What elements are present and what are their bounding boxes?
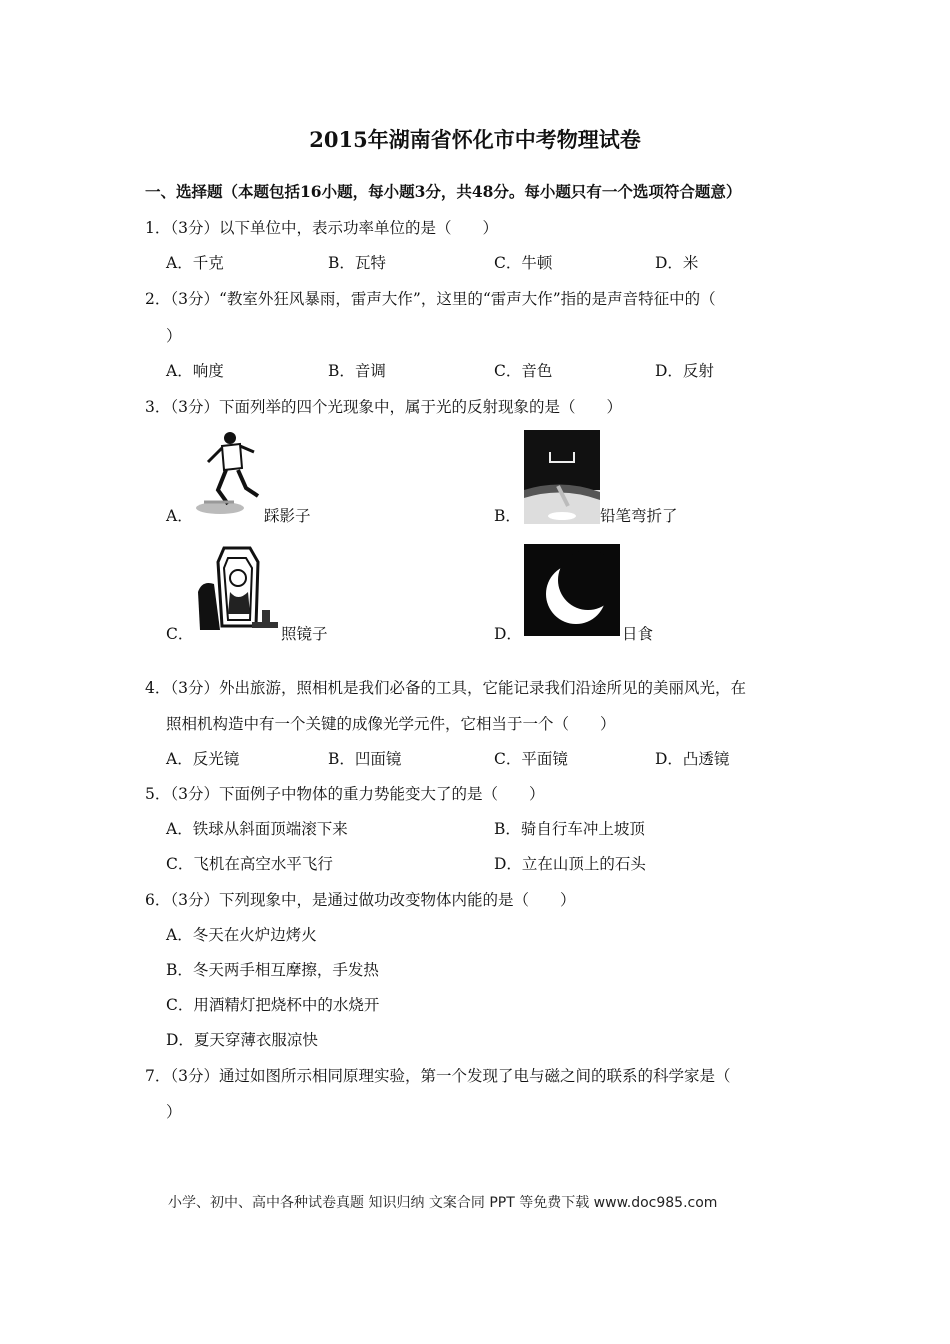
- section-heading: 一、选择题（本题包括16小题，每小题3分，共48分。每小题只有一个选项符合题意）: [145, 182, 742, 201]
- q4-option-a: A．反光镜: [166, 750, 240, 768]
- question-3-stem: 3．（3分）下面列举的四个光现象中，属于光的反射现象的是（ ）: [145, 398, 622, 416]
- q3-option-c-caption: 照镜子: [281, 625, 328, 643]
- q6-option-c: C．用酒精灯把烧杯中的水烧开: [166, 996, 380, 1014]
- question-2-stem-line2: ）: [166, 327, 182, 345]
- q5-option-b: B．骑自行车冲上坡顶: [494, 820, 645, 838]
- person-stepping-shadow-picture: [194, 428, 264, 524]
- q1-option-b: B．瓦特: [328, 254, 386, 272]
- q6-option-d: D．夏天穿薄衣服凉快: [166, 1031, 318, 1049]
- q4-option-d: D．凸透镜: [655, 750, 730, 768]
- question-6-stem: 6．（3分）下列现象中，是通过做功改变物体内能的是（ ）: [145, 891, 576, 909]
- q3-option-d-label: D．: [494, 625, 522, 643]
- q1-option-d: D．米: [655, 254, 699, 272]
- pencil-in-water-picture: [524, 430, 600, 524]
- q4-option-c: C．平面镜: [494, 750, 568, 768]
- q3-option-a-caption: 踩影子: [264, 507, 311, 525]
- question-4-stem-line1: 4．（3分）外出旅游，照相机是我们必备的工具，它能记录我们沿途所见的美丽风光，在: [145, 679, 746, 697]
- q5-option-c: C．飞机在高空水平飞行: [166, 855, 333, 873]
- solar-eclipse-picture: [524, 544, 620, 636]
- q2-option-c: C．音色: [494, 362, 553, 380]
- q1-option-a: A．千克: [166, 254, 224, 272]
- q3-option-d-caption: 日食: [622, 625, 654, 643]
- page-title: 2015年湖南省怀化市中考物理试卷: [309, 127, 641, 152]
- question-7-stem-line1: 7．（3分）通过如图所示相同原理实验，第一个发现了电与磁之间的联系的科学家是（: [145, 1067, 731, 1085]
- q6-option-a: A．冬天在火炉边烤火: [166, 926, 317, 944]
- q2-option-a: A．响度: [166, 362, 224, 380]
- q5-option-d: D．立在山顶上的石头: [494, 855, 646, 873]
- q4-option-b: B．凹面镜: [328, 750, 402, 768]
- question-1-stem: 1．（3分）以下单位中，表示功率单位的是（ ）: [145, 219, 498, 237]
- page-footer: 小学、初中、高中各种试卷真题 知识归纳 文案合同 PPT 等免费下载 www.doc985.com: [168, 1195, 718, 1211]
- q1-option-c: C．牛顿: [494, 254, 553, 272]
- question-4-stem-line2: 照相机构造中有一个关键的成像光学元件，它相当于一个（ ）: [166, 715, 616, 733]
- question-7-stem-line2: ）: [166, 1103, 182, 1121]
- q2-option-b: B．音调: [328, 362, 386, 380]
- question-2-stem-line1: 2．（3分）“教室外狂风暴雨，雷声大作”，这里的“雷声大作”指的是声音特征中的（: [145, 290, 716, 308]
- question-5-stem: 5．（3分）下面例子中物体的重力势能变大了的是（ ）: [145, 785, 545, 803]
- person-mirror-picture: [194, 544, 280, 640]
- q5-option-a: A．铁球从斜面顶端滚下来: [166, 820, 348, 838]
- q3-option-a-label: A．: [166, 507, 193, 525]
- q2-option-d: D．反射: [655, 362, 714, 380]
- q3-option-b-caption: 铅笔弯折了: [600, 507, 678, 525]
- q6-option-b: B．冬天两手相互摩擦，手发热: [166, 961, 379, 979]
- q3-option-b-label: B．: [494, 507, 521, 525]
- q3-option-c-label: C．: [166, 625, 194, 643]
